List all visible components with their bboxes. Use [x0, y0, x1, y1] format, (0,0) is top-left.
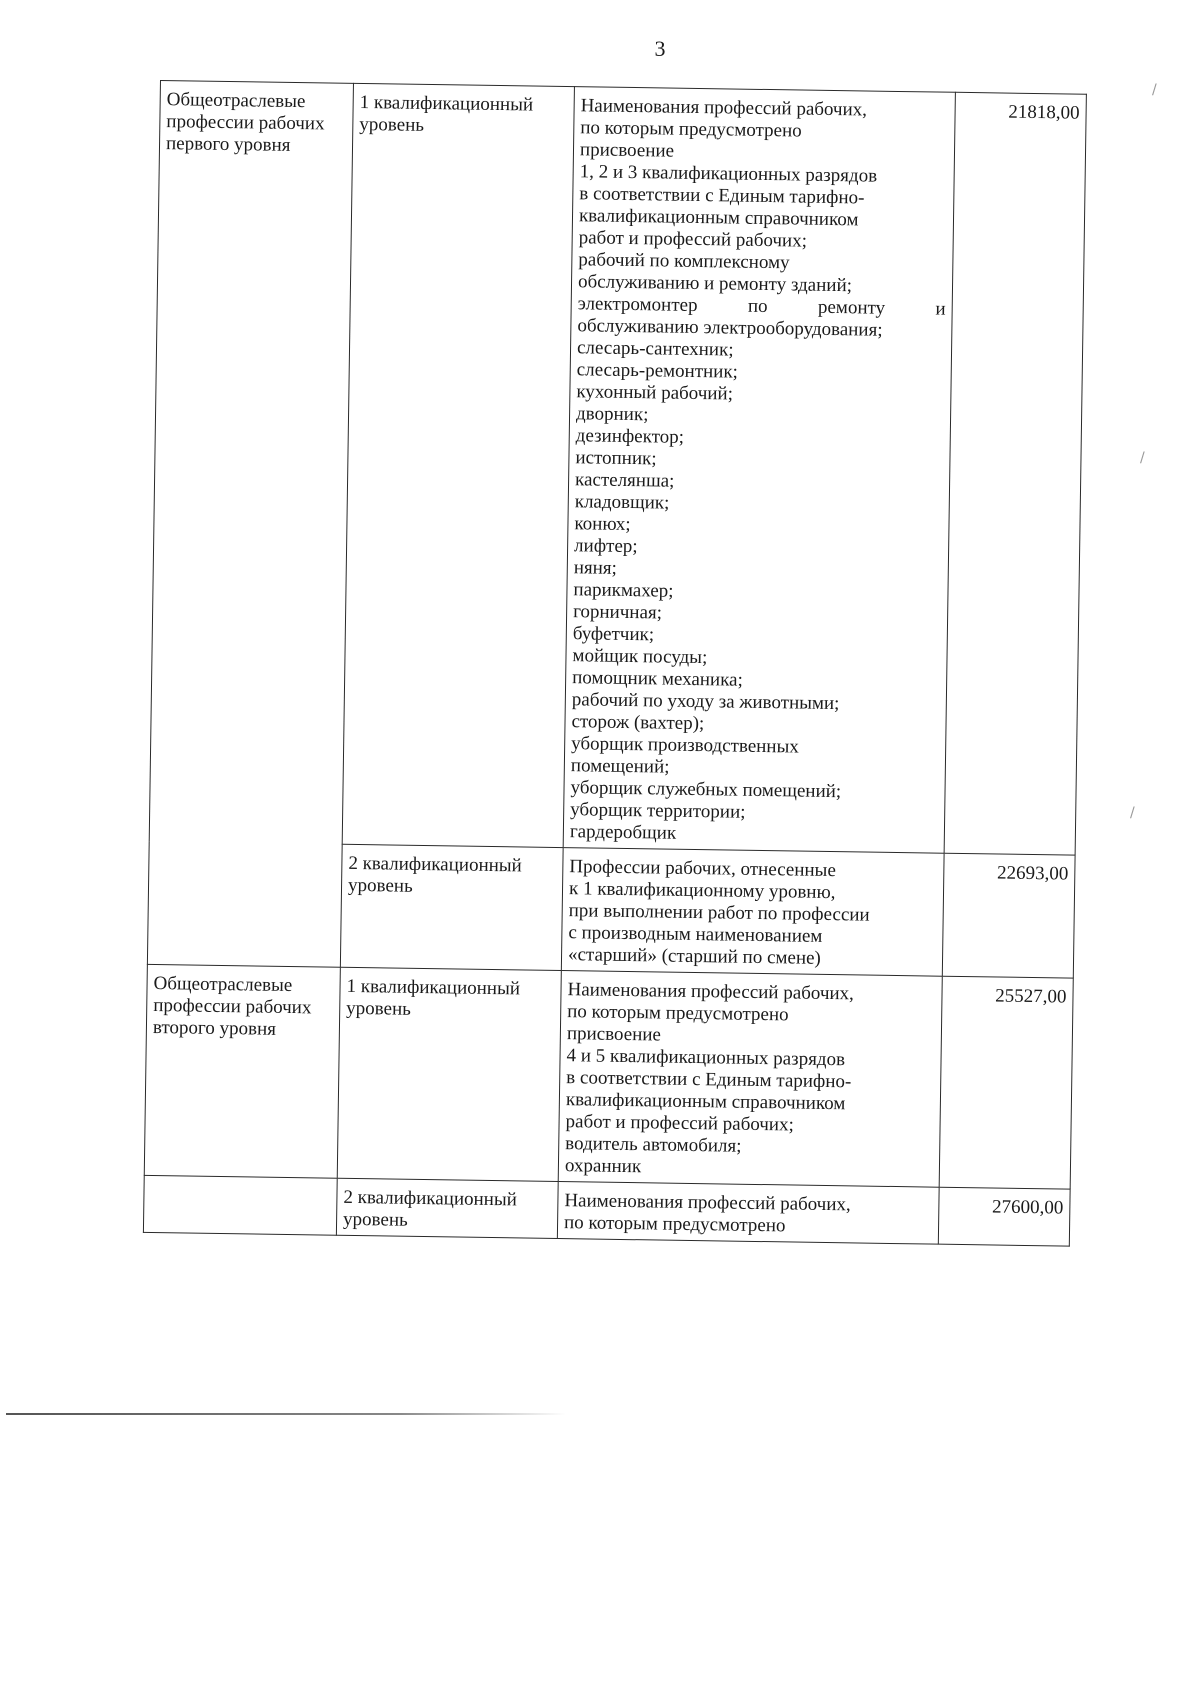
description-line: квалификационным справочником — [578, 205, 859, 231]
description-line: с производным наименованием — [568, 922, 823, 947]
description-line: конюх; — [574, 513, 631, 536]
table-row — [144, 964, 1073, 1189]
page-number: 3 — [654, 36, 666, 61]
description-line: присвоение — [566, 1023, 662, 1046]
description-line: обслуживанию электрооборудования; — [577, 315, 883, 341]
description-line: горничная; — [573, 601, 663, 624]
description-line: лифтер; — [573, 535, 638, 558]
salary-table — [143, 80, 1087, 1247]
salary-cell: 21818,00 — [944, 92, 1086, 855]
description-cell — [558, 971, 942, 1188]
level-cell: 1 квалификационный уровень — [342, 83, 574, 847]
description-line: кладовщик; — [574, 491, 670, 514]
salary-cell: 27600,00 — [938, 1187, 1070, 1246]
description-line: помещений; — [570, 755, 670, 778]
description-line: помощник механика; — [572, 667, 743, 691]
description-line: по которым предусмотрено — [580, 117, 802, 142]
scan-mark: / — [1130, 805, 1135, 821]
description-line: присвоение — [579, 139, 675, 162]
description-line: кухонный рабочий; — [576, 381, 734, 405]
description-line: работ и профессий рабочих; — [565, 1111, 795, 1136]
description-line: охранник — [564, 1155, 642, 1178]
description-line: парикмахер; — [573, 579, 674, 602]
description-line: Наименования профессий рабочих, — [567, 979, 855, 1005]
description-line: квалификационным справочником — [565, 1089, 846, 1115]
description-line: электромонтер по ремонту и — [577, 293, 946, 320]
scan-mark: / — [1140, 450, 1145, 466]
table-row — [149, 81, 1086, 856]
description-line: кастелянша; — [574, 469, 675, 492]
description-line: уборщик служебных помещений; — [570, 777, 842, 803]
description-line: буфетчик; — [572, 623, 655, 646]
description-line: Наименования профессий рабочих, — [580, 95, 868, 121]
description-line: дворник; — [575, 403, 649, 426]
description-line: сторож (вахтер); — [571, 711, 705, 735]
description-line: слесарь-сантехник; — [576, 337, 734, 361]
description-line: рабочий по комплексному — [578, 249, 790, 274]
description-line: при выполнении работ по профессии — [568, 900, 870, 926]
group-cell: Общеотраслевые профессии рабочих второго уровня — [144, 964, 340, 1178]
description-line: обслуживанию и ремонту зданий; — [577, 271, 853, 297]
description-line: рабочий по уходу за животными; — [571, 689, 840, 715]
description-line: 1, 2 и 3 квалификационных разрядов — [579, 161, 878, 187]
description-line: слесарь-ремонтник; — [576, 359, 739, 383]
description-line: гардеробщик — [569, 821, 677, 844]
empty-group-cell — [143, 1175, 337, 1235]
description-line: по которым предусмотрено — [563, 1212, 786, 1237]
description-line: уборщик производственных — [571, 733, 799, 758]
description-line: к 1 квалификационному уровню, — [568, 878, 836, 904]
salary-cell: 22693,00 — [942, 853, 1075, 978]
page-bottom-rule — [6, 1413, 566, 1415]
description-line: Наименования профессий рабочих, — [564, 1190, 851, 1216]
level-cell: 2 квалификационный уровень — [336, 1178, 558, 1238]
description-line: работ и профессий рабочих; — [578, 227, 808, 252]
description-line: в соответствии с Единым тарифно- — [579, 183, 865, 209]
description-cell — [563, 87, 955, 854]
description-line: в соответствии с Единым тарифно- — [566, 1067, 852, 1093]
description-cell — [557, 1182, 939, 1245]
description-line: Профессии рабочих, отнесенные — [569, 856, 836, 882]
description-line: водитель автомобиля; — [565, 1133, 742, 1157]
salary-cell: 25527,00 — [939, 976, 1073, 1189]
description-line: 4 и 5 квалификационных разрядов — [566, 1045, 846, 1071]
description-line: по которым предусмотрено — [567, 1001, 789, 1026]
description-cell — [561, 848, 944, 977]
description-line: «старший» (старший по смене) — [567, 944, 822, 969]
level-cell: 2 квалификационный уровень — [340, 844, 563, 970]
description-line: уборщик территории; — [570, 799, 746, 823]
description-line: няня; — [573, 557, 618, 579]
description-line: дезинфектор; — [575, 425, 685, 448]
level-cell: 1 квалификационный уровень — [337, 967, 561, 1181]
scan-mark: / — [1152, 82, 1157, 98]
description-line: истопник; — [575, 447, 657, 470]
description-line: мойщик посуды; — [572, 645, 708, 669]
group-cell: Общеотраслевые профессии рабочих первого уровня — [147, 81, 353, 968]
